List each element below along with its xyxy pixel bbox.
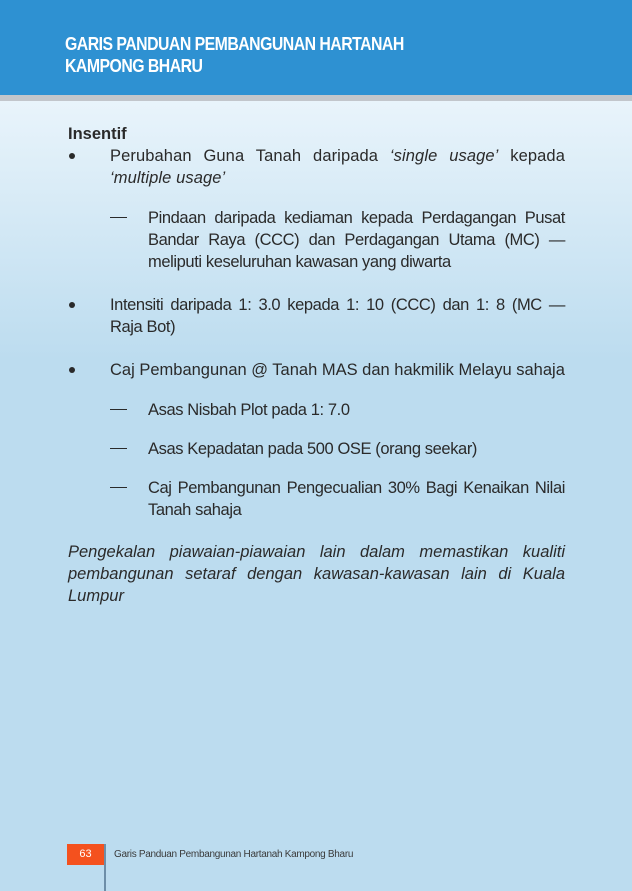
title-line-2: KAMPONG BHARU [65,56,203,76]
header-banner [0,0,632,95]
document-title [65,33,404,77]
dash-item [68,477,565,521]
bullet-item [68,145,565,189]
bullet-icon [69,302,75,308]
page-number: 63 [67,844,104,865]
bullet-icon [69,367,75,373]
header-divider [0,95,632,101]
closing-statement: Pengekalan piawaian-piawaian lain dalam memastikan kualiti pembangunan setaraf dengan kawasan-kawasan lain di Kuala Lumpur [68,543,565,605]
bullet-item [68,359,565,381]
dash-item [68,207,565,273]
dash-icon [110,217,127,218]
footer-divider [104,844,106,891]
dash-text: Asas Kepadatan pada 500 OSE (orang seekar) [148,440,478,458]
dash-icon [110,409,127,410]
bullet-text: Intensiti daripada 1: 3.0 kepada 1: 10 (CCC) dan 1: 8 (MC — Raja Bot) [110,296,565,336]
dash-icon [110,487,127,488]
running-title: Garis Panduan Pembangunan Hartanah Kampong Bharu [114,849,354,860]
bullet-icon [69,153,75,159]
bullet-text: Caj Pembangunan @ Tanah MAS dan hakmilik Melayu sahaja [110,361,565,379]
bullet-item [68,294,565,338]
bullet-italic-term: ‘single usage’ [389,147,499,165]
main-content [68,123,565,607]
dash-text: Pindaan daripada kediaman kepada Perdagangan Pusat Bandar Raya (CCC) dan Perdagangan Utama (MC) — meliputi keseluruhan kawasan yang diwarta [148,209,565,271]
dash-icon [110,448,127,449]
bullet-text: kepada [498,147,565,165]
title-line-1: GARIS PANDUAN PEMBANGUNAN HARTANAH [65,34,404,54]
dash-item [68,438,565,460]
dash-text: Asas Nisbah Plot pada 1: 7.0 [148,401,350,419]
dash-item [68,399,565,421]
section-heading: Insentif [68,125,127,143]
bullet-italic-term: ‘multiple usage’ [110,169,226,187]
bullet-text: Perubahan Guna Tanah daripada [110,147,390,165]
dash-text: Caj Pembangunan Pengecualian 30% Bagi Kenaikan Nilai Tanah sahaja [148,479,565,519]
